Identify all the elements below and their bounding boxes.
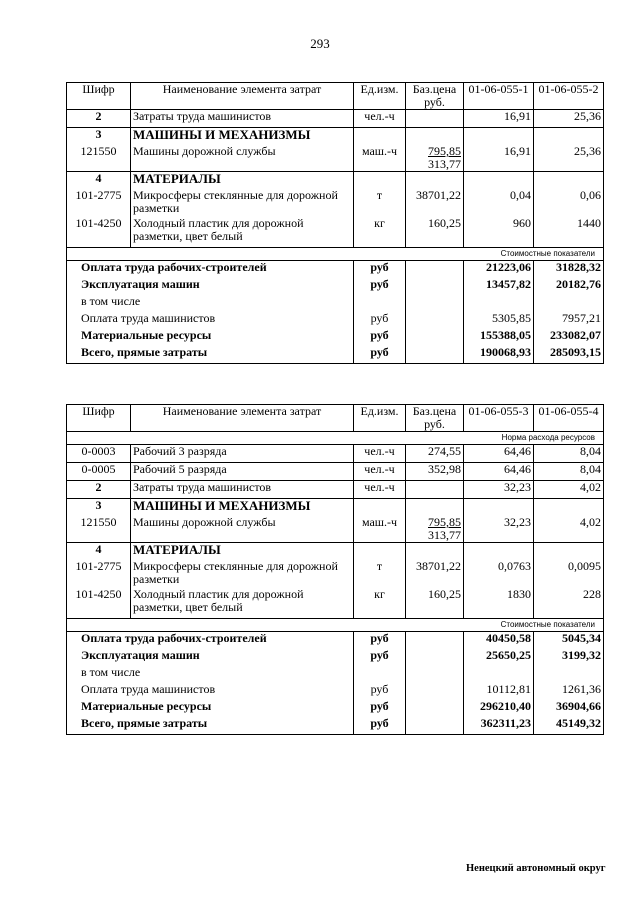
cost-value-2: 36904,66 (534, 700, 604, 717)
row-value-1: 960 (464, 217, 534, 248)
row-code: 0-0003 (67, 445, 131, 463)
row-name (131, 560, 354, 588)
row-unit: маш.-ч (354, 145, 406, 172)
row-unit: кг (354, 588, 406, 619)
row-value-2: 228 (534, 588, 604, 619)
header-col1: 01-06-055-1 (464, 83, 534, 110)
header-price-line1: Баз.цена (412, 404, 457, 418)
row-unit: т (354, 189, 406, 217)
header-price-line1: Баз.цена (412, 82, 457, 96)
row-unit: чел.-ч (354, 110, 406, 128)
row-code: 121550 (67, 516, 131, 543)
row-value-1: 32,23 (464, 516, 534, 543)
cost-label: Оплата труда рабочих-строителей (67, 261, 354, 279)
header-code: Шифр (67, 405, 131, 432)
row-value-1: 0,04 (464, 189, 534, 217)
table-row (67, 481, 604, 499)
cost-row (67, 666, 604, 683)
row-name: Затраты труда машинистов (131, 481, 354, 499)
row-value-1: 1830 (464, 588, 534, 619)
cost-unit: руб (354, 649, 406, 666)
cost-value-2: 285093,15 (534, 346, 604, 364)
cost-row (67, 683, 604, 700)
resource-norm-note: Норма расхода ресурсов (67, 432, 604, 445)
cost-label: Всего, прямые затраты (67, 717, 354, 735)
row-price-top: 795,85 (428, 515, 461, 529)
table-row (67, 145, 604, 172)
cost-row (67, 632, 604, 650)
row-value-2: 25,36 (534, 145, 604, 172)
table-header (67, 83, 604, 110)
row-price: 160,25 (406, 217, 464, 248)
row-name: Рабочий 5 разряда (131, 463, 354, 481)
footer-region: Ненецкий автономный округ (466, 863, 606, 874)
row-price (406, 481, 464, 499)
cost-value-2: 7957,21 (534, 312, 604, 329)
row-price: 352,98 (406, 463, 464, 481)
cost-unit: руб (354, 278, 406, 295)
row-unit: т (354, 560, 406, 588)
row-price (406, 110, 464, 128)
cost-value-2: 1261,36 (534, 683, 604, 700)
cost-row (67, 312, 604, 329)
cost-row (67, 649, 604, 666)
row-name-line1: Холодный пластик для дорожной (133, 216, 304, 230)
cost-row (67, 295, 604, 312)
row-name-line2: разметки (133, 201, 180, 215)
row-name: Затраты труда машинистов (131, 110, 354, 128)
cost-indicators-note: Стоимостные показатели (67, 619, 604, 632)
row-unit: чел.-ч (354, 445, 406, 463)
header-code: Шифр (67, 83, 131, 110)
table-row (67, 217, 604, 248)
resource-table-1 (66, 82, 604, 364)
row-name-line1: Микросферы стеклянные для дорожной (133, 559, 338, 573)
row-value-1: 0,0763 (464, 560, 534, 588)
row-value-2: 8,04 (534, 463, 604, 481)
row-unit: маш.-ч (354, 516, 406, 543)
row-code: 101-2775 (67, 189, 131, 217)
cost-value-1: 13457,82 (464, 278, 534, 295)
header-price (406, 405, 464, 432)
table-header (67, 405, 604, 432)
row-price-top: 795,85 (428, 144, 461, 158)
cost-value-1: 10112,81 (464, 683, 534, 700)
cost-unit: руб (354, 683, 406, 700)
cost-label: Всего, прямые затраты (67, 346, 354, 364)
row-name (131, 588, 354, 619)
header-unit: Ед.изм. (354, 83, 406, 110)
section-code: 4 (67, 172, 131, 190)
row-value-2: 25,36 (534, 110, 604, 128)
cost-value-2: 31828,32 (534, 261, 604, 279)
row-price: 274,55 (406, 445, 464, 463)
row-name-line1: Микросферы стеклянные для дорожной (133, 188, 338, 202)
cost-label: Эксплуатация машин (67, 649, 354, 666)
row-value-2: 0,0095 (534, 560, 604, 588)
row-price: 160,25 (406, 588, 464, 619)
table-row (67, 110, 604, 128)
row-value-2: 0,06 (534, 189, 604, 217)
row-code: 101-2775 (67, 560, 131, 588)
row-price: 38701,22 (406, 189, 464, 217)
row-name-line2: разметки, цвет белый (133, 229, 243, 243)
page-number: 293 (310, 36, 330, 51)
row-value-2: 4,02 (534, 516, 604, 543)
cost-label: в том числе (67, 666, 354, 683)
row-value-1: 16,91 (464, 145, 534, 172)
cost-label: Эксплуатация машин (67, 278, 354, 295)
cost-value-2: 233082,07 (534, 329, 604, 346)
cost-label: Оплата труда машинистов (67, 312, 354, 329)
table-row (67, 128, 604, 146)
cost-unit: руб (354, 261, 406, 279)
row-name (131, 189, 354, 217)
cost-row (67, 346, 604, 364)
row-code: 121550 (67, 145, 131, 172)
row-price (406, 145, 464, 172)
section-title: МАТЕРИАЛЫ (131, 543, 354, 561)
table-row (67, 445, 604, 463)
cost-row (67, 261, 604, 279)
cost-value-1: 21223,06 (464, 261, 534, 279)
cost-value-2: 20182,76 (534, 278, 604, 295)
row-name: Машины дорожной службы (131, 516, 354, 543)
row-code: 101-4250 (67, 588, 131, 619)
table-row (67, 172, 604, 190)
section-code: 4 (67, 543, 131, 561)
section-title: МАТЕРИАЛЫ (131, 172, 354, 190)
cost-label: Материальные ресурсы (67, 700, 354, 717)
header-col2: 01-06-055-4 (534, 405, 604, 432)
table-row (67, 463, 604, 481)
cost-label: Оплата труда рабочих-строителей (67, 632, 354, 650)
row-name-line2: разметки (133, 572, 180, 586)
cost-row (67, 278, 604, 295)
row-code: 2 (67, 110, 131, 128)
cost-unit: руб (354, 717, 406, 735)
cost-row (67, 717, 604, 735)
cost-label: в том числе (67, 295, 354, 312)
header-col2: 01-06-055-2 (534, 83, 604, 110)
row-value-2: 4,02 (534, 481, 604, 499)
cost-value-2: 5045,34 (534, 632, 604, 650)
cost-indicators-note: Стоимостные показатели (67, 248, 604, 261)
cost-label: Оплата труда машинистов (67, 683, 354, 700)
row-value-2: 1440 (534, 217, 604, 248)
row-unit: кг (354, 217, 406, 248)
row-value-1: 64,46 (464, 445, 534, 463)
cost-value-2: 45149,32 (534, 717, 604, 735)
row-code: 2 (67, 481, 131, 499)
header-name: Наименование элемента затрат (131, 83, 354, 110)
row-value-1: 32,23 (464, 481, 534, 499)
row-unit: чел.-ч (354, 481, 406, 499)
cost-value-1: 362311,23 (464, 717, 534, 735)
cost-value-1: 155388,05 (464, 329, 534, 346)
cost-label: Материальные ресурсы (67, 329, 354, 346)
section-code: 3 (67, 128, 131, 146)
cost-unit: руб (354, 700, 406, 717)
header-price-line2: руб. (424, 417, 445, 431)
table-row (67, 516, 604, 543)
table-row (67, 588, 604, 619)
row-name-line1: Холодный пластик для дорожной (133, 587, 304, 601)
row-name: Рабочий 3 разряда (131, 445, 354, 463)
row-price-bottom: 313,77 (428, 157, 461, 171)
section-title: МАШИНЫ И МЕХАНИЗМЫ (131, 128, 354, 146)
row-unit: чел.-ч (354, 463, 406, 481)
row-code: 101-4250 (67, 217, 131, 248)
header-col1: 01-06-055-3 (464, 405, 534, 432)
row-price: 38701,22 (406, 560, 464, 588)
row-value-1: 64,46 (464, 463, 534, 481)
resource-table-2 (66, 404, 604, 735)
row-name (131, 217, 354, 248)
row-name-line2: разметки, цвет белый (133, 600, 243, 614)
section-code: 3 (67, 499, 131, 517)
cost-value-1: 25650,25 (464, 649, 534, 666)
cost-unit: руб (354, 329, 406, 346)
cost-unit: руб (354, 632, 406, 650)
header-price-line2: руб. (424, 95, 445, 109)
header-unit: Ед.изм. (354, 405, 406, 432)
cost-row (67, 700, 604, 717)
section-title: МАШИНЫ И МЕХАНИЗМЫ (131, 499, 354, 517)
cost-unit: руб (354, 312, 406, 329)
row-code: 0-0005 (67, 463, 131, 481)
row-value-1: 16,91 (464, 110, 534, 128)
row-price (406, 516, 464, 543)
cost-row (67, 329, 604, 346)
table-row (67, 499, 604, 517)
cost-unit: руб (354, 346, 406, 364)
cost-value-1: 5305,85 (464, 312, 534, 329)
table-row (67, 543, 604, 561)
header-name: Наименование элемента затрат (131, 405, 354, 432)
cost-value-1: 190068,93 (464, 346, 534, 364)
row-name: Машины дорожной службы (131, 145, 354, 172)
header-price (406, 83, 464, 110)
row-price-bottom: 313,77 (428, 528, 461, 542)
table-row (67, 189, 604, 217)
row-value-2: 8,04 (534, 445, 604, 463)
cost-value-1: 296210,40 (464, 700, 534, 717)
cost-value-1: 40450,58 (464, 632, 534, 650)
cost-value-2: 3199,32 (534, 649, 604, 666)
table-row (67, 560, 604, 588)
